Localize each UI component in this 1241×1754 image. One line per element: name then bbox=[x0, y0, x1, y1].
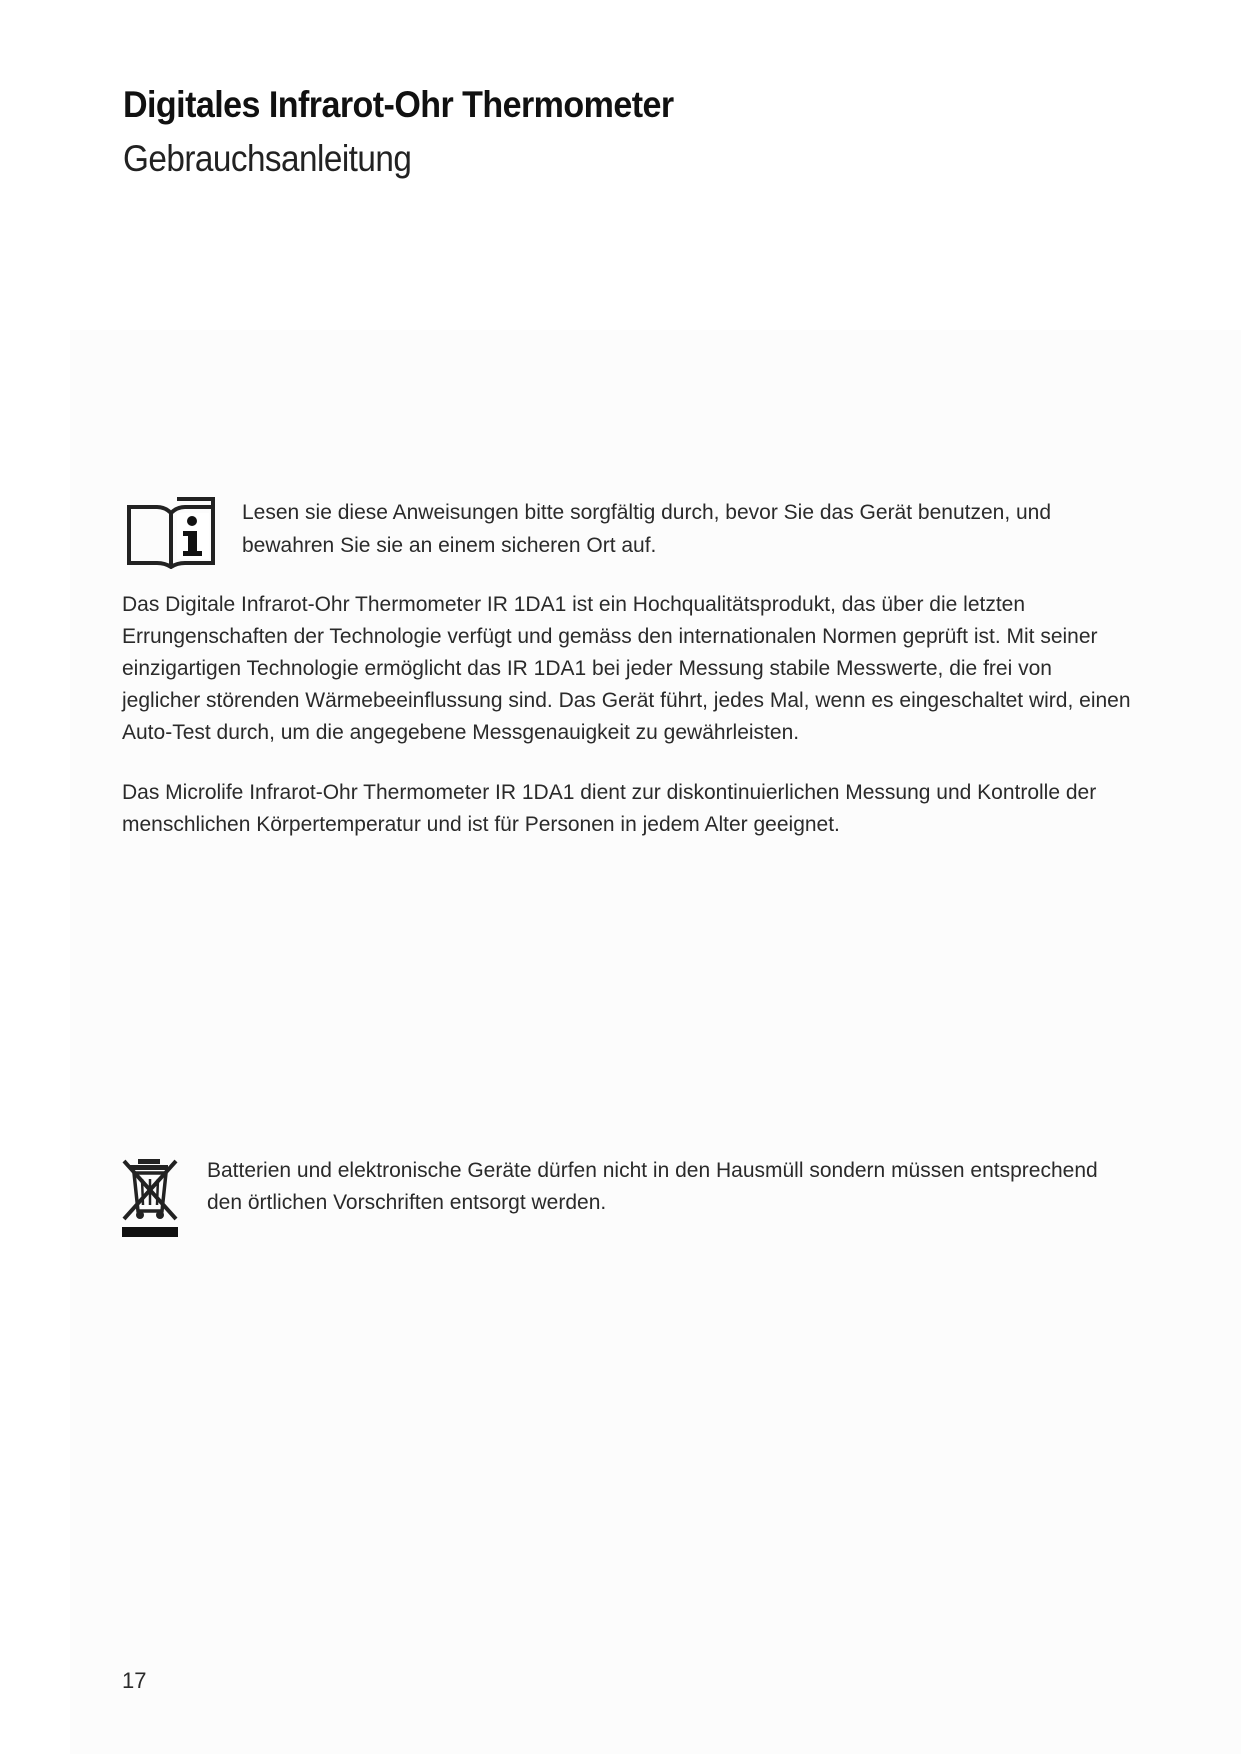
usage-paragraph: Das Microlife Infrarot-Ohr Thermometer IR 1DA1 dient zur diskontinuierlichen Messung und Kontrolle der menschlichen Körpertemperatur und ist für Personen in jedem Alter geeignet. bbox=[122, 781, 1097, 836]
info-note-text: Lesen sie diese Anweisungen bitte sorgfältig durch, bevor Sie das Gerät benutzen, und bewahren Sie sie an einem sicheren Ort auf. bbox=[242, 501, 1052, 557]
document-title: Digitales Infrarot-Ohr Thermometer bbox=[123, 84, 674, 125]
page-number: 17 bbox=[122, 1668, 147, 1693]
crossed-bin-icon bbox=[120, 1155, 180, 1239]
document-subtitle: Gebrauchsanleitung bbox=[123, 138, 412, 179]
disposal-note-text: Batterien und elektronische Geräte dürfen nicht in den Hausmüll sondern müssen entsprechend den örtlichen Vorschriften entsorgt werden. bbox=[207, 1159, 1098, 1214]
intro-paragraph: Das Digitale Infrarot-Ohr Thermometer IR 1DA1 ist ein Hochqualitätsprodukt, das über die letzten Errungenschaften der Technologie verfügt und gemäss den internationalen Normen geprüft ist. Mit seiner einzigartigen Technologie ermöglicht das IR 1DA1 bei jeder Messung stabile Messwerte, die frei von jeglicher störenden Wärmebeeinflussung sind. Das Gerät führt, jedes Mal, wenn es eingeschaltet wird, einen Auto-Test durch, um die angegebene Messgenauigkeit zu gewährleisten. bbox=[122, 593, 1131, 744]
info-book-icon bbox=[125, 493, 217, 569]
